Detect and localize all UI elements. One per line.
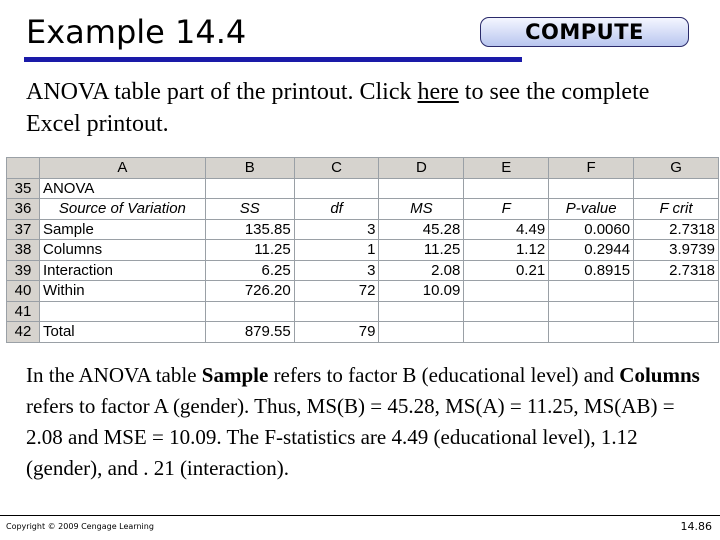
sheet-row-40 (7, 281, 719, 302)
cell-d36[interactable]: MS (379, 199, 464, 220)
intro-text-end: to see the complete Excel printout. (26, 79, 650, 137)
column-header-d[interactable]: D (379, 158, 464, 179)
sample-term: Sample (201, 363, 269, 387)
anova-table (6, 157, 719, 343)
row-number[interactable]: 38 (7, 240, 40, 261)
row-number[interactable]: 42 (7, 322, 40, 343)
cell-a36[interactable]: Source of Variation (39, 199, 205, 220)
intro-text-start: ANOVA table part of the printout. Click (26, 79, 418, 105)
title-underline (24, 57, 522, 62)
here-link[interactable]: here (417, 79, 459, 105)
cell-a35[interactable]: ANOVA (39, 178, 205, 199)
row-number[interactable]: 37 (7, 219, 40, 240)
sheet-row-38 (7, 240, 719, 261)
column-header-g[interactable]: G (634, 158, 719, 179)
cell-a39[interactable]: Interaction (39, 260, 205, 281)
cell-g40[interactable] (634, 281, 719, 302)
cell-f35[interactable] (549, 178, 634, 199)
column-header-b[interactable]: B (205, 158, 294, 179)
cell-c37[interactable]: 3 (294, 219, 379, 240)
cell-f38[interactable]: 0.2944 (549, 240, 634, 261)
cell-f42[interactable] (549, 322, 634, 343)
cell-g35[interactable] (634, 178, 719, 199)
select-all-corner[interactable] (7, 158, 40, 179)
cell-c36[interactable]: df (294, 199, 379, 220)
cell-e39[interactable]: 0.21 (464, 260, 549, 281)
cell-g37[interactable]: 2.7318 (634, 219, 719, 240)
cell-e38[interactable]: 1.12 (464, 240, 549, 261)
excel-spreadsheet (6, 157, 719, 345)
cell-e36[interactable]: F (464, 199, 549, 220)
cell-d42[interactable] (379, 322, 464, 343)
cell-c41[interactable] (294, 301, 379, 322)
cell-g42[interactable] (634, 322, 719, 343)
cell-e37[interactable]: 4.49 (464, 219, 549, 240)
explanation-paragraph (26, 360, 710, 484)
slide-title: Example 14.4 (26, 13, 247, 51)
cell-a42[interactable]: Total (39, 322, 205, 343)
explanation-part-2: refers to factor B (educational level) and (268, 363, 620, 387)
row-number[interactable]: 36 (7, 199, 40, 220)
sheet-row-42 (7, 322, 719, 343)
cell-f36[interactable]: P-value (549, 199, 634, 220)
cell-g36[interactable]: F crit (634, 199, 719, 220)
row-number[interactable]: 35 (7, 178, 40, 199)
sheet-row-36 (7, 199, 719, 220)
cell-d41[interactable] (379, 301, 464, 322)
cell-f41[interactable] (549, 301, 634, 322)
sheet-row-41 (7, 301, 719, 322)
cell-d40[interactable]: 10.09 (379, 281, 464, 302)
sheet-row-37 (7, 219, 719, 240)
cell-g39[interactable]: 2.7318 (634, 260, 719, 281)
cell-b35[interactable] (205, 178, 294, 199)
cell-e40[interactable] (464, 281, 549, 302)
footer-divider (0, 515, 720, 516)
cell-d37[interactable]: 45.28 (379, 219, 464, 240)
column-header-c[interactable]: C (294, 158, 379, 179)
cell-b37[interactable]: 135.85 (205, 219, 294, 240)
cell-g41[interactable] (634, 301, 719, 322)
row-number[interactable]: 41 (7, 301, 40, 322)
cell-b36[interactable]: SS (205, 199, 294, 220)
compute-button[interactable]: COMPUTE (480, 17, 689, 47)
cell-d35[interactable] (379, 178, 464, 199)
cell-b39[interactable]: 6.25 (205, 260, 294, 281)
sheet-row-35 (7, 178, 719, 199)
intro-text (26, 76, 696, 140)
column-header-row (7, 158, 719, 179)
cell-d38[interactable]: 11.25 (379, 240, 464, 261)
cell-c40[interactable]: 72 (294, 281, 379, 302)
slide-number: 14.86 (680, 520, 712, 533)
cell-c38[interactable]: 1 (294, 240, 379, 261)
cell-f39[interactable]: 0.8915 (549, 260, 634, 281)
cell-f40[interactable] (549, 281, 634, 302)
copyright-notice: Copyright © 2009 Cengage Learning (6, 522, 154, 531)
cell-b42[interactable]: 879.55 (205, 322, 294, 343)
cell-a40[interactable]: Within (39, 281, 205, 302)
cell-e35[interactable] (464, 178, 549, 199)
sheet-row-39 (7, 260, 719, 281)
cell-e42[interactable] (464, 322, 549, 343)
cell-c42[interactable]: 79 (294, 322, 379, 343)
cell-b40[interactable]: 726.20 (205, 281, 294, 302)
cell-e41[interactable] (464, 301, 549, 322)
cell-a37[interactable]: Sample (39, 219, 205, 240)
cell-c39[interactable]: 3 (294, 260, 379, 281)
row-number[interactable]: 39 (7, 260, 40, 281)
cell-b38[interactable]: 11.25 (205, 240, 294, 261)
explanation-part-1: In the ANOVA table (26, 363, 202, 387)
cell-d39[interactable]: 2.08 (379, 260, 464, 281)
column-header-f[interactable]: F (549, 158, 634, 179)
cell-a38[interactable]: Columns (39, 240, 205, 261)
column-header-e[interactable]: E (464, 158, 549, 179)
column-header-a[interactable]: A (39, 158, 205, 179)
cell-b41[interactable] (205, 301, 294, 322)
cell-g38[interactable]: 3.9739 (634, 240, 719, 261)
explanation-part-3: refers to factor A (gender). Thus, MS(B) = 45.28, MS(A) = 11.25, MS(AB) = 2.08 and MSE = 10.09. The F-statistics are 4.49 (educational level), 1.12 (gender), and . 21 (interaction). (26, 394, 675, 480)
row-number[interactable]: 40 (7, 281, 40, 302)
cell-c35[interactable] (294, 178, 379, 199)
cell-a41[interactable] (39, 301, 205, 322)
cell-f37[interactable]: 0.0060 (549, 219, 634, 240)
columns-term: Columns (619, 363, 700, 387)
